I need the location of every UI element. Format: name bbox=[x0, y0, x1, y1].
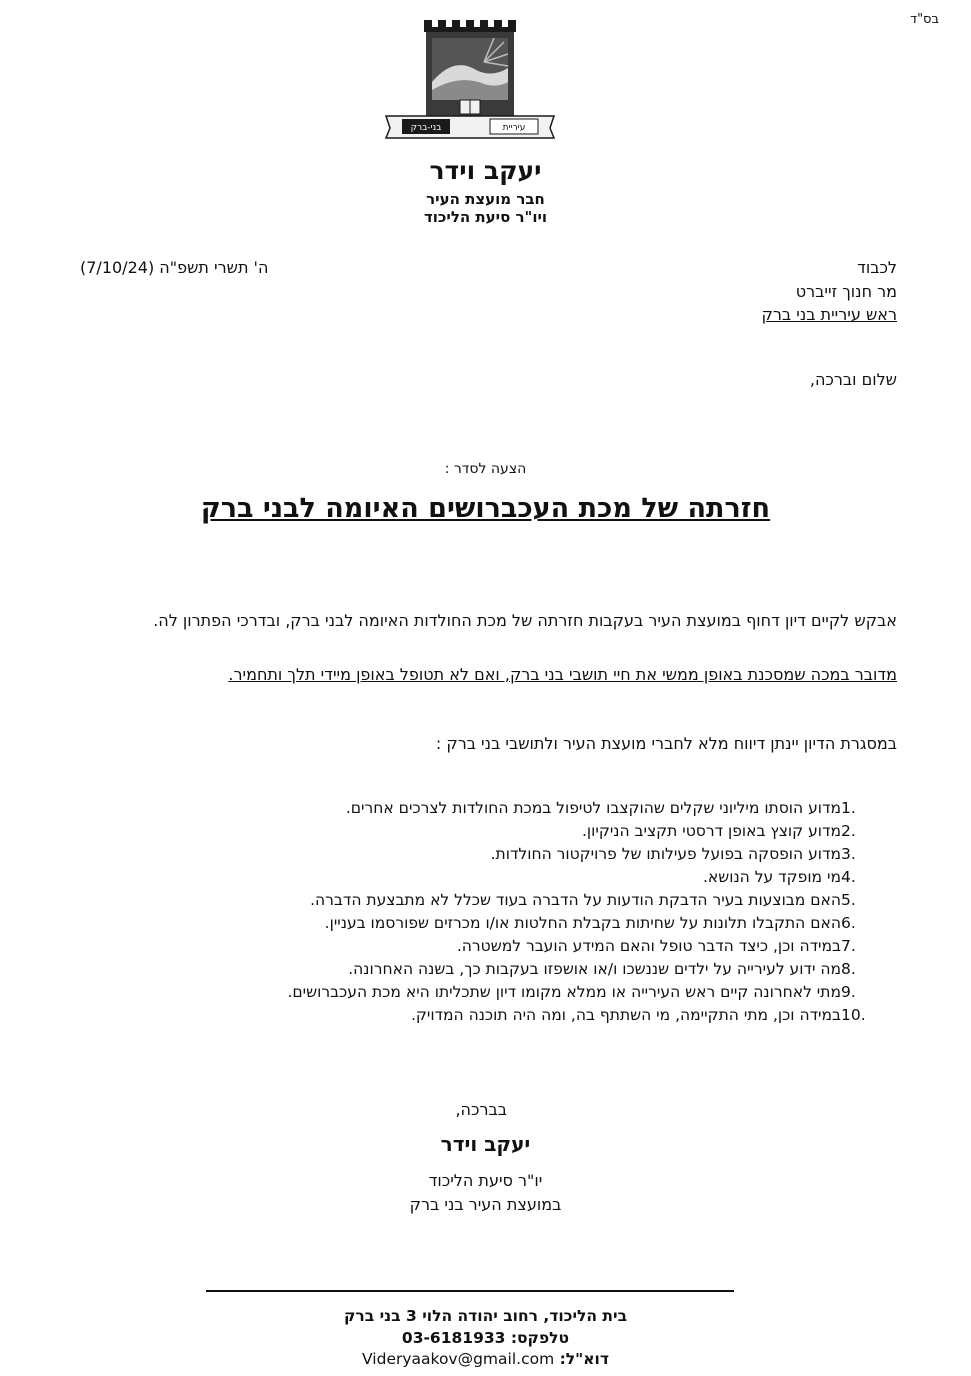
question-item bbox=[69, 981, 869, 1004]
question-number: 5. bbox=[841, 891, 856, 909]
question-text: האם מבוצעות בעיר הדבקת הודעות על הדברה בעוד שכלל לא מתבצעת הדברה. bbox=[310, 891, 841, 909]
question-item bbox=[69, 889, 869, 912]
agenda-label: הצעה לסדר : bbox=[444, 461, 527, 477]
emblem-book bbox=[460, 100, 480, 114]
footer-divider bbox=[206, 1290, 734, 1292]
question-item bbox=[69, 843, 869, 866]
question-text: מי מופקד על הנושא. bbox=[702, 868, 841, 886]
question-text: מתי לאחרונה קיים ראש העירייה או ממלא מקומו דיון שתכליתו היא מכת העכברושים. bbox=[287, 983, 841, 1001]
question-item bbox=[69, 866, 869, 889]
question-text: מדוע הוסתו מיליוני שקלים שהוקצבו לטיפול במכת החולדות לצרכים אחרים. bbox=[345, 799, 841, 817]
footer-email-link[interactable]: Videryaakov@gmail.com bbox=[362, 1350, 555, 1368]
footer-phone-line bbox=[250, 1329, 721, 1347]
question-number: 3. bbox=[841, 845, 856, 863]
letter-title: חזרתה של מכת העכברושים האיומה לבני ברק bbox=[200, 493, 771, 524]
question-text: במידה וכן, כיצד הדבר טופל והאם המידע הועבר למשטרה. bbox=[456, 937, 841, 955]
question-item bbox=[69, 797, 869, 820]
emblem-battlements bbox=[424, 20, 516, 32]
signature-name: יעקב וידר bbox=[440, 1132, 531, 1156]
question-number: 7. bbox=[841, 937, 856, 955]
question-text: מה ידוע לעירייה על ילדים שננשכו ו/או אושפזו בעקבות כך, בשנה האחרונה. bbox=[348, 960, 841, 978]
signature-role-2: במועצת העיר בני ברק bbox=[409, 1195, 562, 1214]
emblem-banner-left-text: בני-ברק bbox=[410, 123, 442, 133]
bsd-mark: בס"ד bbox=[909, 12, 939, 27]
recipient-salutation: לכבוד bbox=[857, 258, 897, 277]
letter-date: ה' תשרי תשפ"ה (7/10/24) bbox=[80, 258, 269, 277]
questions-list bbox=[69, 797, 869, 1027]
question-number: 10. bbox=[841, 1006, 866, 1024]
body-paragraph-intro-list: במסגרת הדיון יינתן דיווח מלא לחברי מועצת העיר ולתושבי בני ברק : bbox=[435, 734, 897, 753]
sender-role-line-2: ויו"ר סיעת הליכוד bbox=[423, 208, 548, 226]
question-number: 6. bbox=[841, 914, 856, 932]
question-item bbox=[69, 935, 869, 958]
signature-role-1: יו"ר סיעת הליכוד bbox=[428, 1171, 543, 1190]
footer-address: בית הליכוד, רחוב יהודה הלוי 3 בני ברק bbox=[343, 1307, 628, 1325]
closing-blessing: בברכה, bbox=[455, 1100, 507, 1119]
emblem-banner bbox=[386, 116, 554, 138]
body-paragraph-danger: מדובר במכה שמסכנת באופן ממשי את חיי תושבי בני ברק, ואם לא תטופל באופן מיידי תלך ותחמיר. bbox=[228, 665, 897, 684]
recipient-title: ראש עיריית בני ברק bbox=[761, 305, 897, 324]
question-item bbox=[69, 1004, 869, 1027]
question-text: מדוע הופסקה בפועל פעילותו של פרויקטור החולדות. bbox=[490, 845, 841, 863]
footer-phone-label: טלפקס: bbox=[510, 1329, 570, 1347]
question-item bbox=[69, 958, 869, 981]
question-number: 8. bbox=[841, 960, 856, 978]
body-paragraph-request: אבקש לקיים דיון דחוף במועצת העיר בעקבות חזרתה של מכת החולדות האיומה לבני ברק, ובדרכי הפתרון לה. bbox=[153, 611, 897, 630]
city-emblem-logo bbox=[384, 20, 556, 142]
sender-name-heading: יעקב וידר bbox=[429, 156, 542, 185]
footer-email-line bbox=[250, 1350, 721, 1368]
recipient-name: מר חנוך זייברט bbox=[795, 282, 897, 301]
sender-role-line-1: חבר מועצת העיר bbox=[426, 190, 545, 208]
question-number: 1. bbox=[841, 799, 856, 817]
question-number: 4. bbox=[841, 868, 856, 886]
question-number: 2. bbox=[841, 822, 856, 840]
question-text: האם התקבלו תלונות על שחיתות בקבלת החלטות או/ו מכרזים שפורסמו בעניין. bbox=[324, 914, 841, 932]
question-number: 9. bbox=[841, 983, 856, 1001]
greeting: שלום וברכה, bbox=[809, 370, 897, 389]
question-item bbox=[69, 820, 869, 843]
question-item bbox=[69, 912, 869, 935]
question-text: במידה וכן, מתי התקיימה, מי השתתף בה, ומה היה תוכנה המדויק. bbox=[410, 1006, 841, 1024]
question-text: מדוע קוצץ באופן דרסטי תקציב הניקיון. bbox=[581, 822, 841, 840]
footer-phone-number: 03-6181933 bbox=[401, 1329, 506, 1347]
emblem-banner-right-text: עיריית bbox=[502, 123, 526, 133]
footer-email-label: דוא"ל: bbox=[559, 1350, 609, 1368]
